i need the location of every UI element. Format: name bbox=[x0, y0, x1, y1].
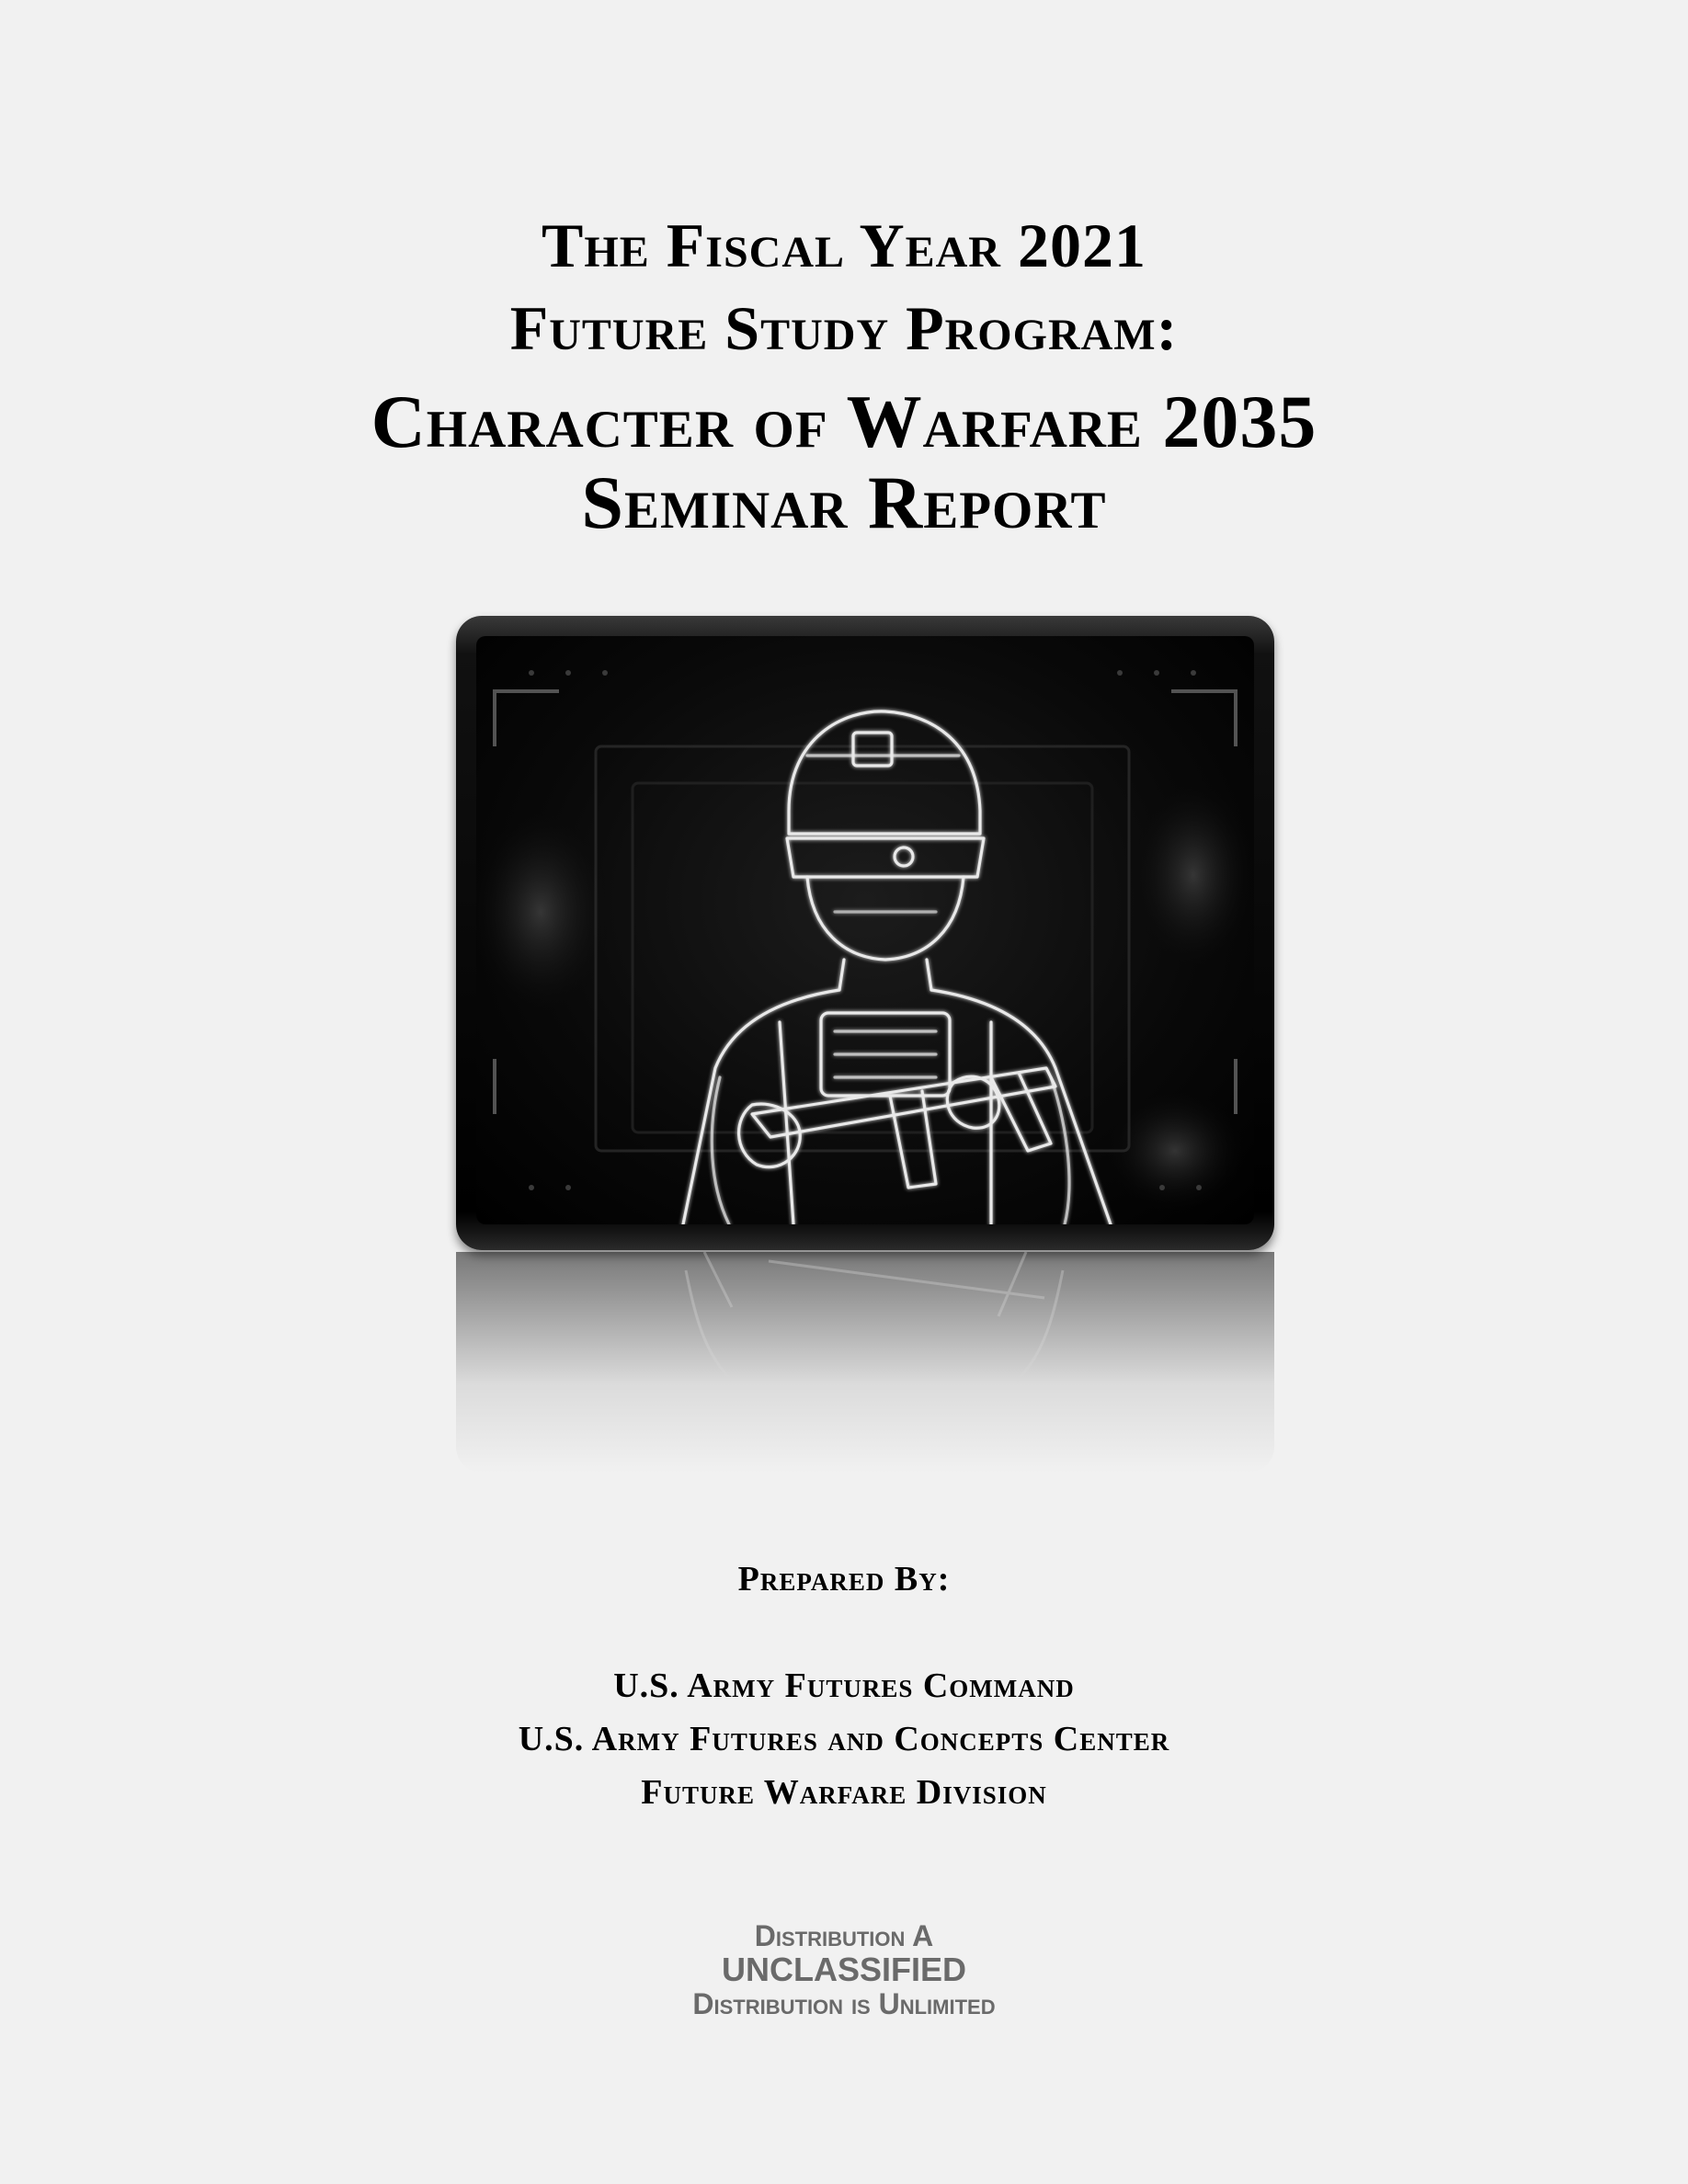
cover-image-reflection bbox=[456, 1252, 1274, 1473]
organization-line-2: U.S. Army Futures and Concepts Center bbox=[518, 1720, 1170, 1758]
main-title-line-1: Character of Warfare 2035 bbox=[371, 380, 1317, 463]
distribution-note: Distribution is Unlimited bbox=[692, 1987, 996, 2020]
cover-image bbox=[476, 636, 1254, 1224]
main-title-line-2: Seminar Report bbox=[581, 461, 1107, 544]
organization-line-1: U.S. Army Futures Command bbox=[613, 1666, 1075, 1705]
reflection-icon bbox=[456, 1252, 1274, 1473]
distribution-statement: Distribution A bbox=[754, 1919, 934, 1952]
soldier-illustration-icon bbox=[476, 636, 1254, 1224]
prepared-by-label: Prepared By: bbox=[737, 1560, 951, 1598]
organization-line-3: Future Warfare Division bbox=[641, 1773, 1047, 1812]
classification-marking: UNCLASSIFIED bbox=[721, 1951, 966, 1988]
title-line-program: Future Study Program: bbox=[509, 293, 1179, 363]
title-line-fiscal-year: The Fiscal Year 2021 bbox=[542, 210, 1146, 280]
cover-image-frame bbox=[456, 616, 1274, 1250]
